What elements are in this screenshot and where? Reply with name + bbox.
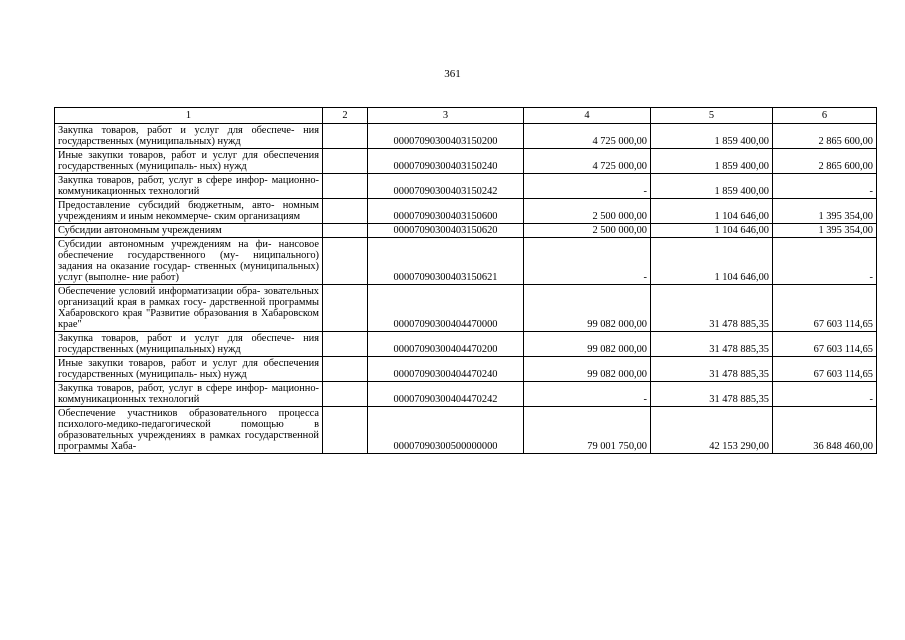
- row-value-6: -: [773, 174, 877, 199]
- row-value-4: 2 500 000,00: [524, 199, 651, 224]
- table-row: [55, 199, 877, 224]
- column-header-3: 3: [368, 108, 524, 124]
- row-name: Закупка товаров, работ и услуг для обеспече- ния государственных (муниципальных) нужд: [55, 332, 323, 357]
- row-value-6: -: [773, 238, 877, 285]
- row-col2: [323, 407, 368, 454]
- table-row: [55, 224, 877, 238]
- row-code: 00007090300403150240: [368, 149, 524, 174]
- row-value-6: 67 603 114,65: [773, 332, 877, 357]
- row-code: 00007090300404470000: [368, 285, 524, 332]
- row-value-6: 1 395 354,00: [773, 224, 877, 238]
- row-value-4: 99 082 000,00: [524, 332, 651, 357]
- row-col2: [323, 382, 368, 407]
- row-value-6: 36 848 460,00: [773, 407, 877, 454]
- table-row: [55, 332, 877, 357]
- column-header-2: 2: [323, 108, 368, 124]
- page-number: 361: [444, 68, 461, 80]
- row-value-5: 1 859 400,00: [651, 124, 773, 149]
- row-code: 00007090300403150242: [368, 174, 524, 199]
- row-value-4: 79 001 750,00: [524, 407, 651, 454]
- row-value-4: 4 725 000,00: [524, 124, 651, 149]
- table-row: [55, 149, 877, 174]
- row-col2: [323, 199, 368, 224]
- row-value-6: 2 865 600,00: [773, 149, 877, 174]
- row-value-4: 2 500 000,00: [524, 224, 651, 238]
- row-code: 00007090300403150620: [368, 224, 524, 238]
- table-row: [55, 238, 877, 285]
- row-col2: [323, 357, 368, 382]
- row-value-5: 1 859 400,00: [651, 149, 773, 174]
- row-code: 00007090300500000000: [368, 407, 524, 454]
- row-value-5: 1 104 646,00: [651, 199, 773, 224]
- row-value-5: 31 478 885,35: [651, 357, 773, 382]
- row-value-5: 1 104 646,00: [651, 224, 773, 238]
- row-name: Обеспечение условий информатизации обра- зовательных организаций края в рамках госу- дарственной программы Хабаровского края "Развитие образования в Хабаровском крае": [55, 285, 323, 332]
- table-row: [55, 124, 877, 149]
- row-col2: [323, 149, 368, 174]
- row-code: 00007090300404470240: [368, 357, 524, 382]
- column-header-6: 6: [773, 108, 877, 124]
- table-row: [55, 174, 877, 199]
- table-row: [55, 382, 877, 407]
- row-value-6: 67 603 114,65: [773, 357, 877, 382]
- row-name: Иные закупки товаров, работ и услуг для обеспечения государственных (муниципаль- ных) нужд: [55, 357, 323, 382]
- row-value-4: -: [524, 174, 651, 199]
- column-header-5: 5: [651, 108, 773, 124]
- row-value-6: 2 865 600,00: [773, 124, 877, 149]
- header-row: [55, 108, 877, 124]
- column-header-4: 4: [524, 108, 651, 124]
- row-col2: [323, 285, 368, 332]
- row-value-4: 99 082 000,00: [524, 357, 651, 382]
- row-value-6: -: [773, 382, 877, 407]
- row-value-5: 31 478 885,35: [651, 285, 773, 332]
- row-col2: [323, 224, 368, 238]
- row-name: Закупка товаров, работ, услуг в сфере инфор- мационно-коммуникационных технологий: [55, 382, 323, 407]
- row-code: 00007090300403150621: [368, 238, 524, 285]
- row-value-5: 31 478 885,35: [651, 382, 773, 407]
- row-code: 00007090300403150200: [368, 124, 524, 149]
- row-col2: [323, 174, 368, 199]
- row-code: 00007090300404470200: [368, 332, 524, 357]
- table-row: [55, 285, 877, 332]
- row-value-5: 1 104 646,00: [651, 238, 773, 285]
- row-value-6: 1 395 354,00: [773, 199, 877, 224]
- row-col2: [323, 332, 368, 357]
- row-value-5: 42 153 290,00: [651, 407, 773, 454]
- row-value-5: 1 859 400,00: [651, 174, 773, 199]
- row-col2: [323, 238, 368, 285]
- row-value-4: 99 082 000,00: [524, 285, 651, 332]
- row-value-4: -: [524, 382, 651, 407]
- budget-table: [54, 107, 877, 454]
- row-name: Закупка товаров, работ, услуг в сфере инфор- мационно-коммуникационных технологий: [55, 174, 323, 199]
- column-header-1: 1: [55, 108, 323, 124]
- row-code: 00007090300404470242: [368, 382, 524, 407]
- row-col2: [323, 124, 368, 149]
- row-name: Иные закупки товаров, работ и услуг для обеспечения государственных (муниципаль- ных) нужд: [55, 149, 323, 174]
- row-value-6: 67 603 114,65: [773, 285, 877, 332]
- row-name: Предоставление субсидий бюджетным, авто- номным учреждениям и иным некоммерче- ским организациям: [55, 199, 323, 224]
- row-code: 00007090300403150600: [368, 199, 524, 224]
- table-row: [55, 407, 877, 454]
- row-name: Закупка товаров, работ и услуг для обеспече- ния государственных (муниципальных) нужд: [55, 124, 323, 149]
- row-value-4: -: [524, 238, 651, 285]
- table-row: [55, 357, 877, 382]
- table-body: [55, 124, 877, 454]
- row-value-4: 4 725 000,00: [524, 149, 651, 174]
- row-name: Обеспечение участников образовательного процесса психолого-медико-педагогической помощью в образовательных учреждениях в рамках государственной программы Хаба-: [55, 407, 323, 454]
- row-name: Субсидии автономным учреждениям: [55, 224, 323, 238]
- row-name: Субсидии автономным учреждениям на фи- нансовое обеспечение государственного (му- ниципального) задания на оказание государ- ственных (муниципальных) услуг (выполне- ние работ): [55, 238, 323, 285]
- row-value-5: 31 478 885,35: [651, 332, 773, 357]
